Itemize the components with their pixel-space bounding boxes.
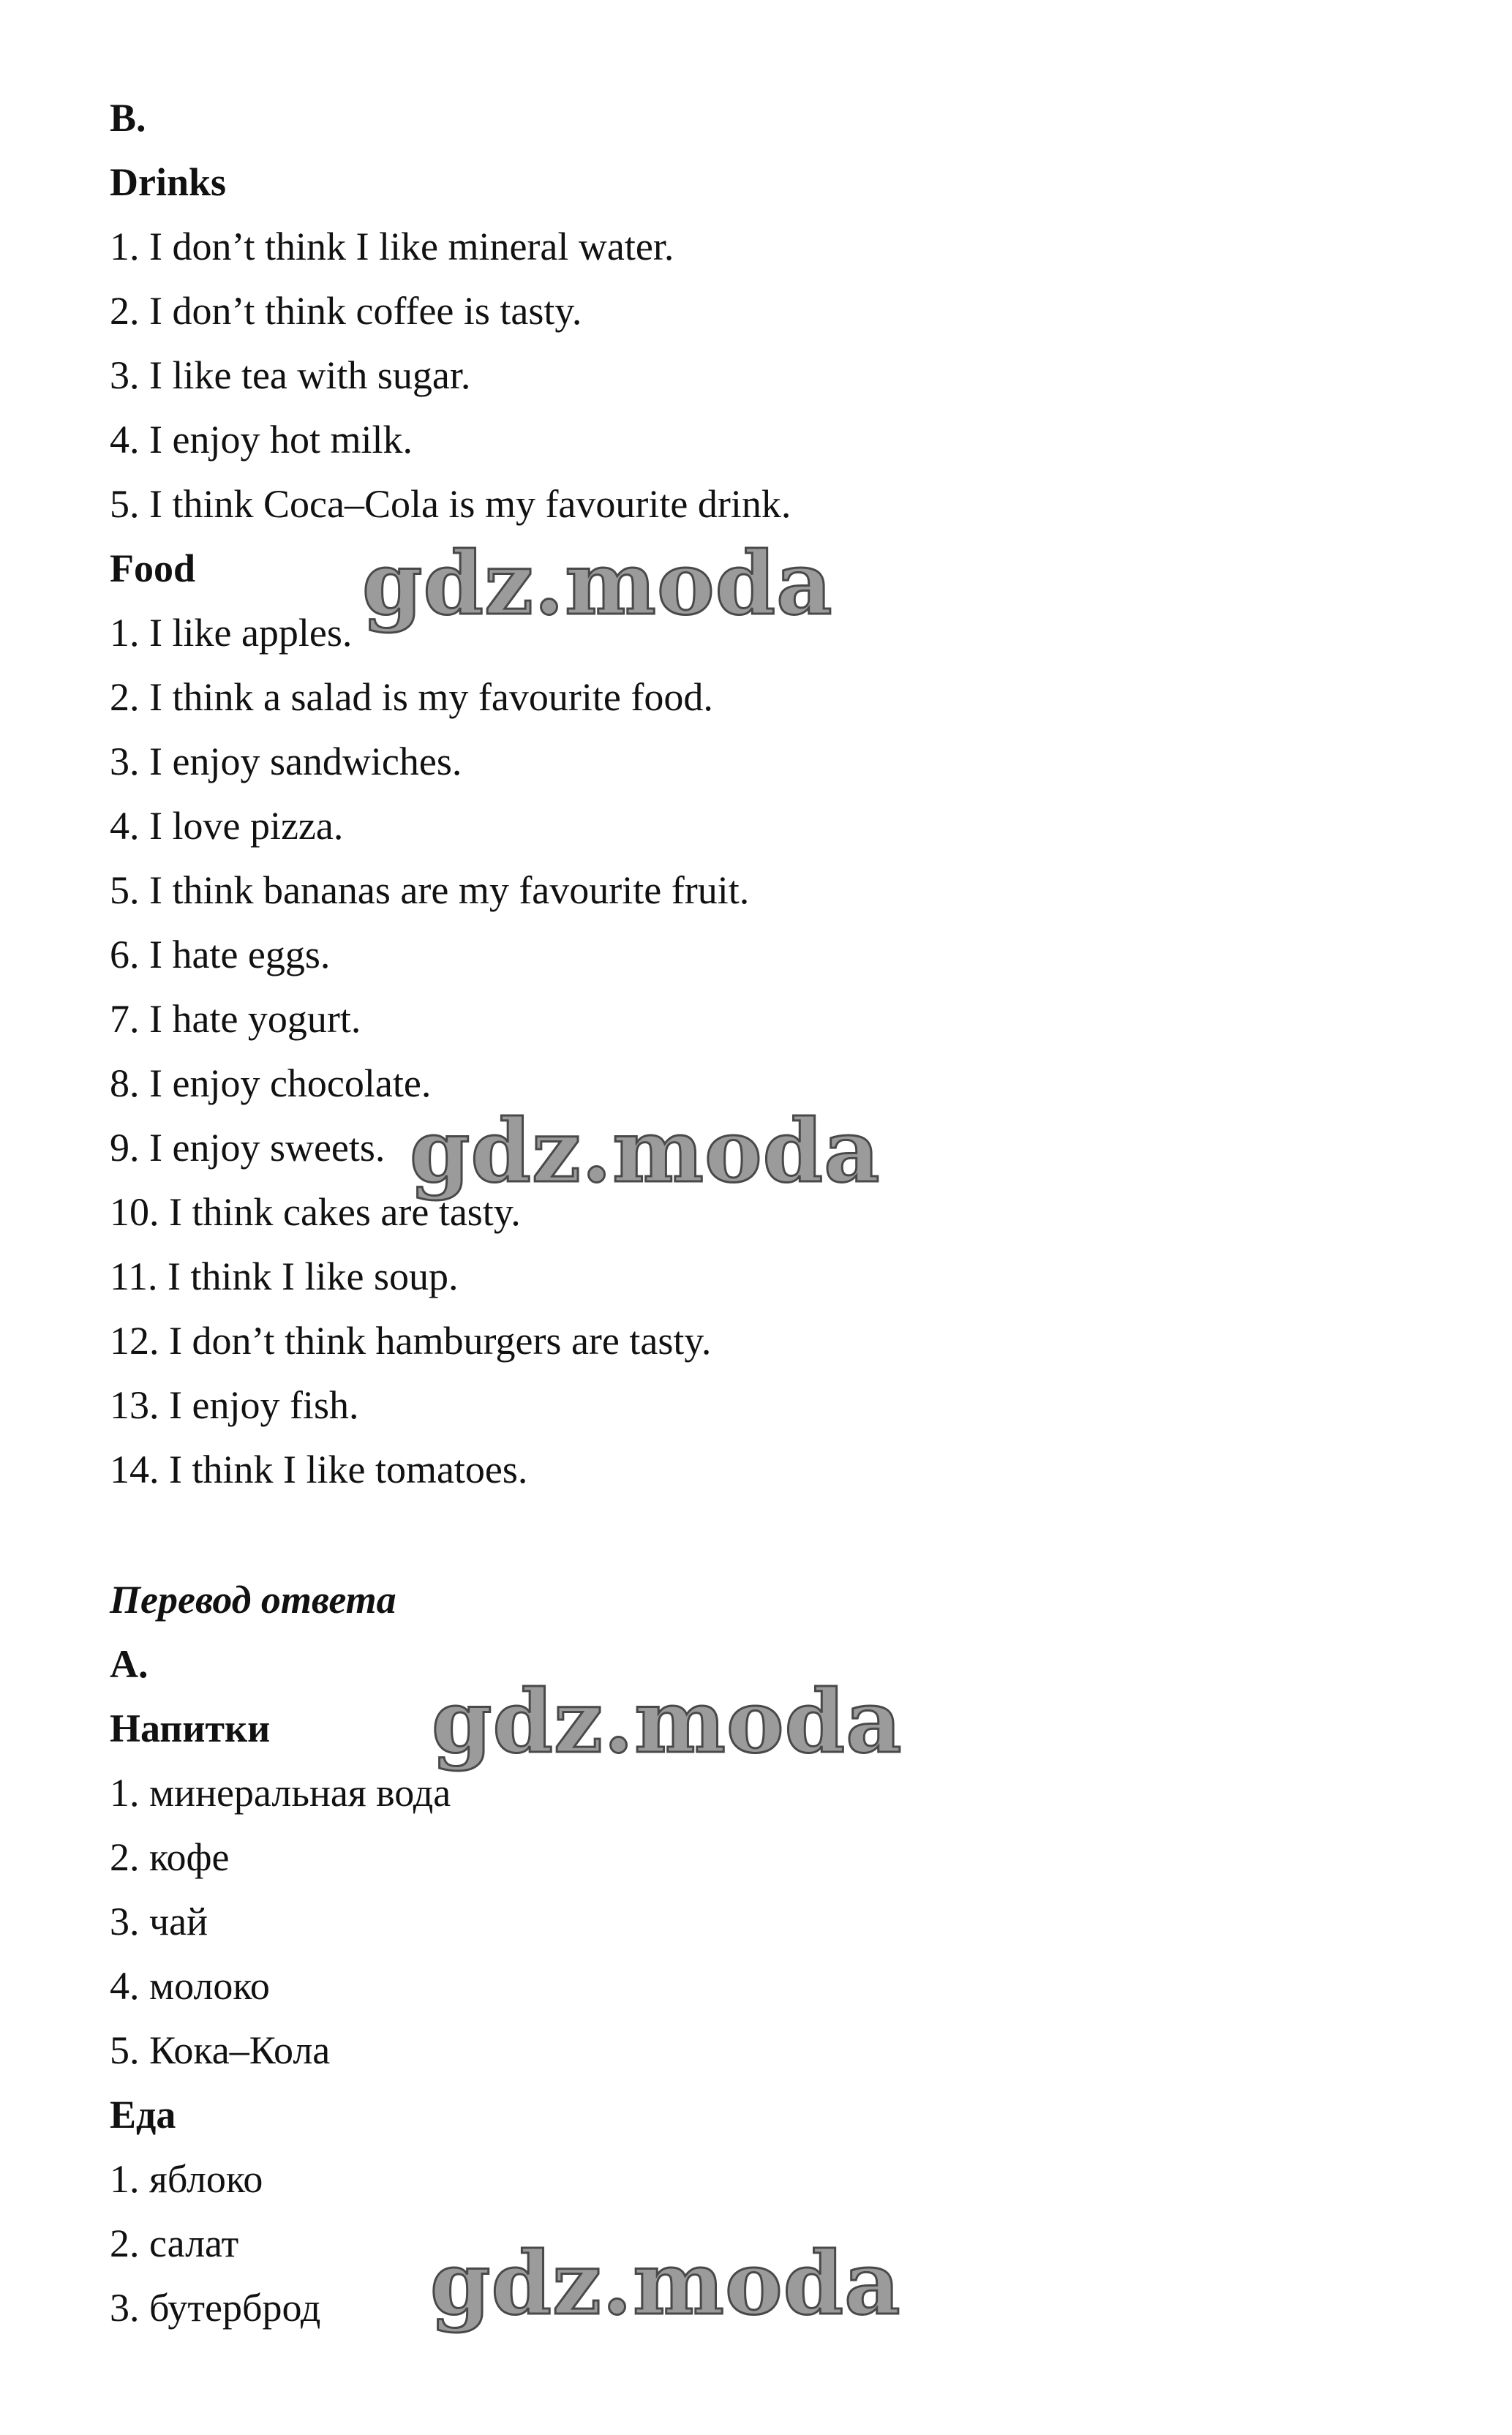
food-item: 7. I hate yogurt. (110, 997, 361, 1041)
food-item: 11. I think I like soup. (110, 1254, 459, 1298)
translation-drinks-title: Напитки (110, 1706, 271, 1750)
translation-drinks-item: 2. кофе (110, 1835, 230, 1879)
food-item: 8. I enjoy chocolate. (110, 1061, 432, 1105)
watermark: gdz.moda (362, 532, 833, 634)
translation-food-item: 2. салат (110, 2221, 239, 2265)
translation-drinks-item: 4. молоко (110, 1964, 270, 2008)
drinks-item: 4. I enjoy hot milk. (110, 418, 413, 462)
food-item: 6. I hate eggs. (110, 933, 331, 976)
food-item: 3. I enjoy sandwiches. (110, 739, 462, 783)
food-item: 10. I think cakes are tasty. (110, 1190, 521, 1234)
translation-drinks-item: 3. чай (110, 1900, 208, 1943)
drinks-item: 5. I think Coca–Cola is my favourite drink. (110, 482, 791, 526)
section-heading-a: А. (110, 1642, 148, 1686)
translation-food-title: Еда (110, 2093, 176, 2137)
watermark: gdz.moda (430, 2232, 901, 2334)
food-item: 9. I enjoy sweets. (110, 1126, 385, 1170)
food-item: 1. I like apples. (110, 611, 353, 655)
translation-title: Перевод ответа (110, 1578, 396, 1622)
drinks-item: 3. I like tea with sugar. (110, 353, 471, 397)
food-item: 4. I love pizza. (110, 804, 344, 848)
food-title: Food (110, 546, 196, 590)
translation-drinks-item: 5. Кока–Кола (110, 2028, 331, 2072)
drinks-title: Drinks (110, 160, 227, 204)
drinks-item: 1. I don’t think I like mineral water. (110, 225, 674, 268)
section-heading-b: B. (110, 96, 146, 140)
food-item: 14. I think I like tomatoes. (110, 1448, 528, 1491)
watermark: gdz.moda (432, 1671, 903, 1772)
watermark: gdz.moda (410, 1100, 881, 1202)
drinks-item: 2. I don’t think coffee is tasty. (110, 289, 582, 333)
food-item: 12. I don’t think hamburgers are tasty. (110, 1319, 712, 1363)
food-item: 2. I think a salad is my favourite food. (110, 675, 713, 719)
translation-food-item: 3. бутерброд (110, 2286, 321, 2330)
food-item: 13. I enjoy fish. (110, 1383, 359, 1427)
translation-drinks-item: 1. минеральная вода (110, 1771, 451, 1815)
translation-food-item: 1. яблоко (110, 2157, 263, 2201)
food-item: 5. I think bananas are my favourite fruit. (110, 868, 750, 912)
